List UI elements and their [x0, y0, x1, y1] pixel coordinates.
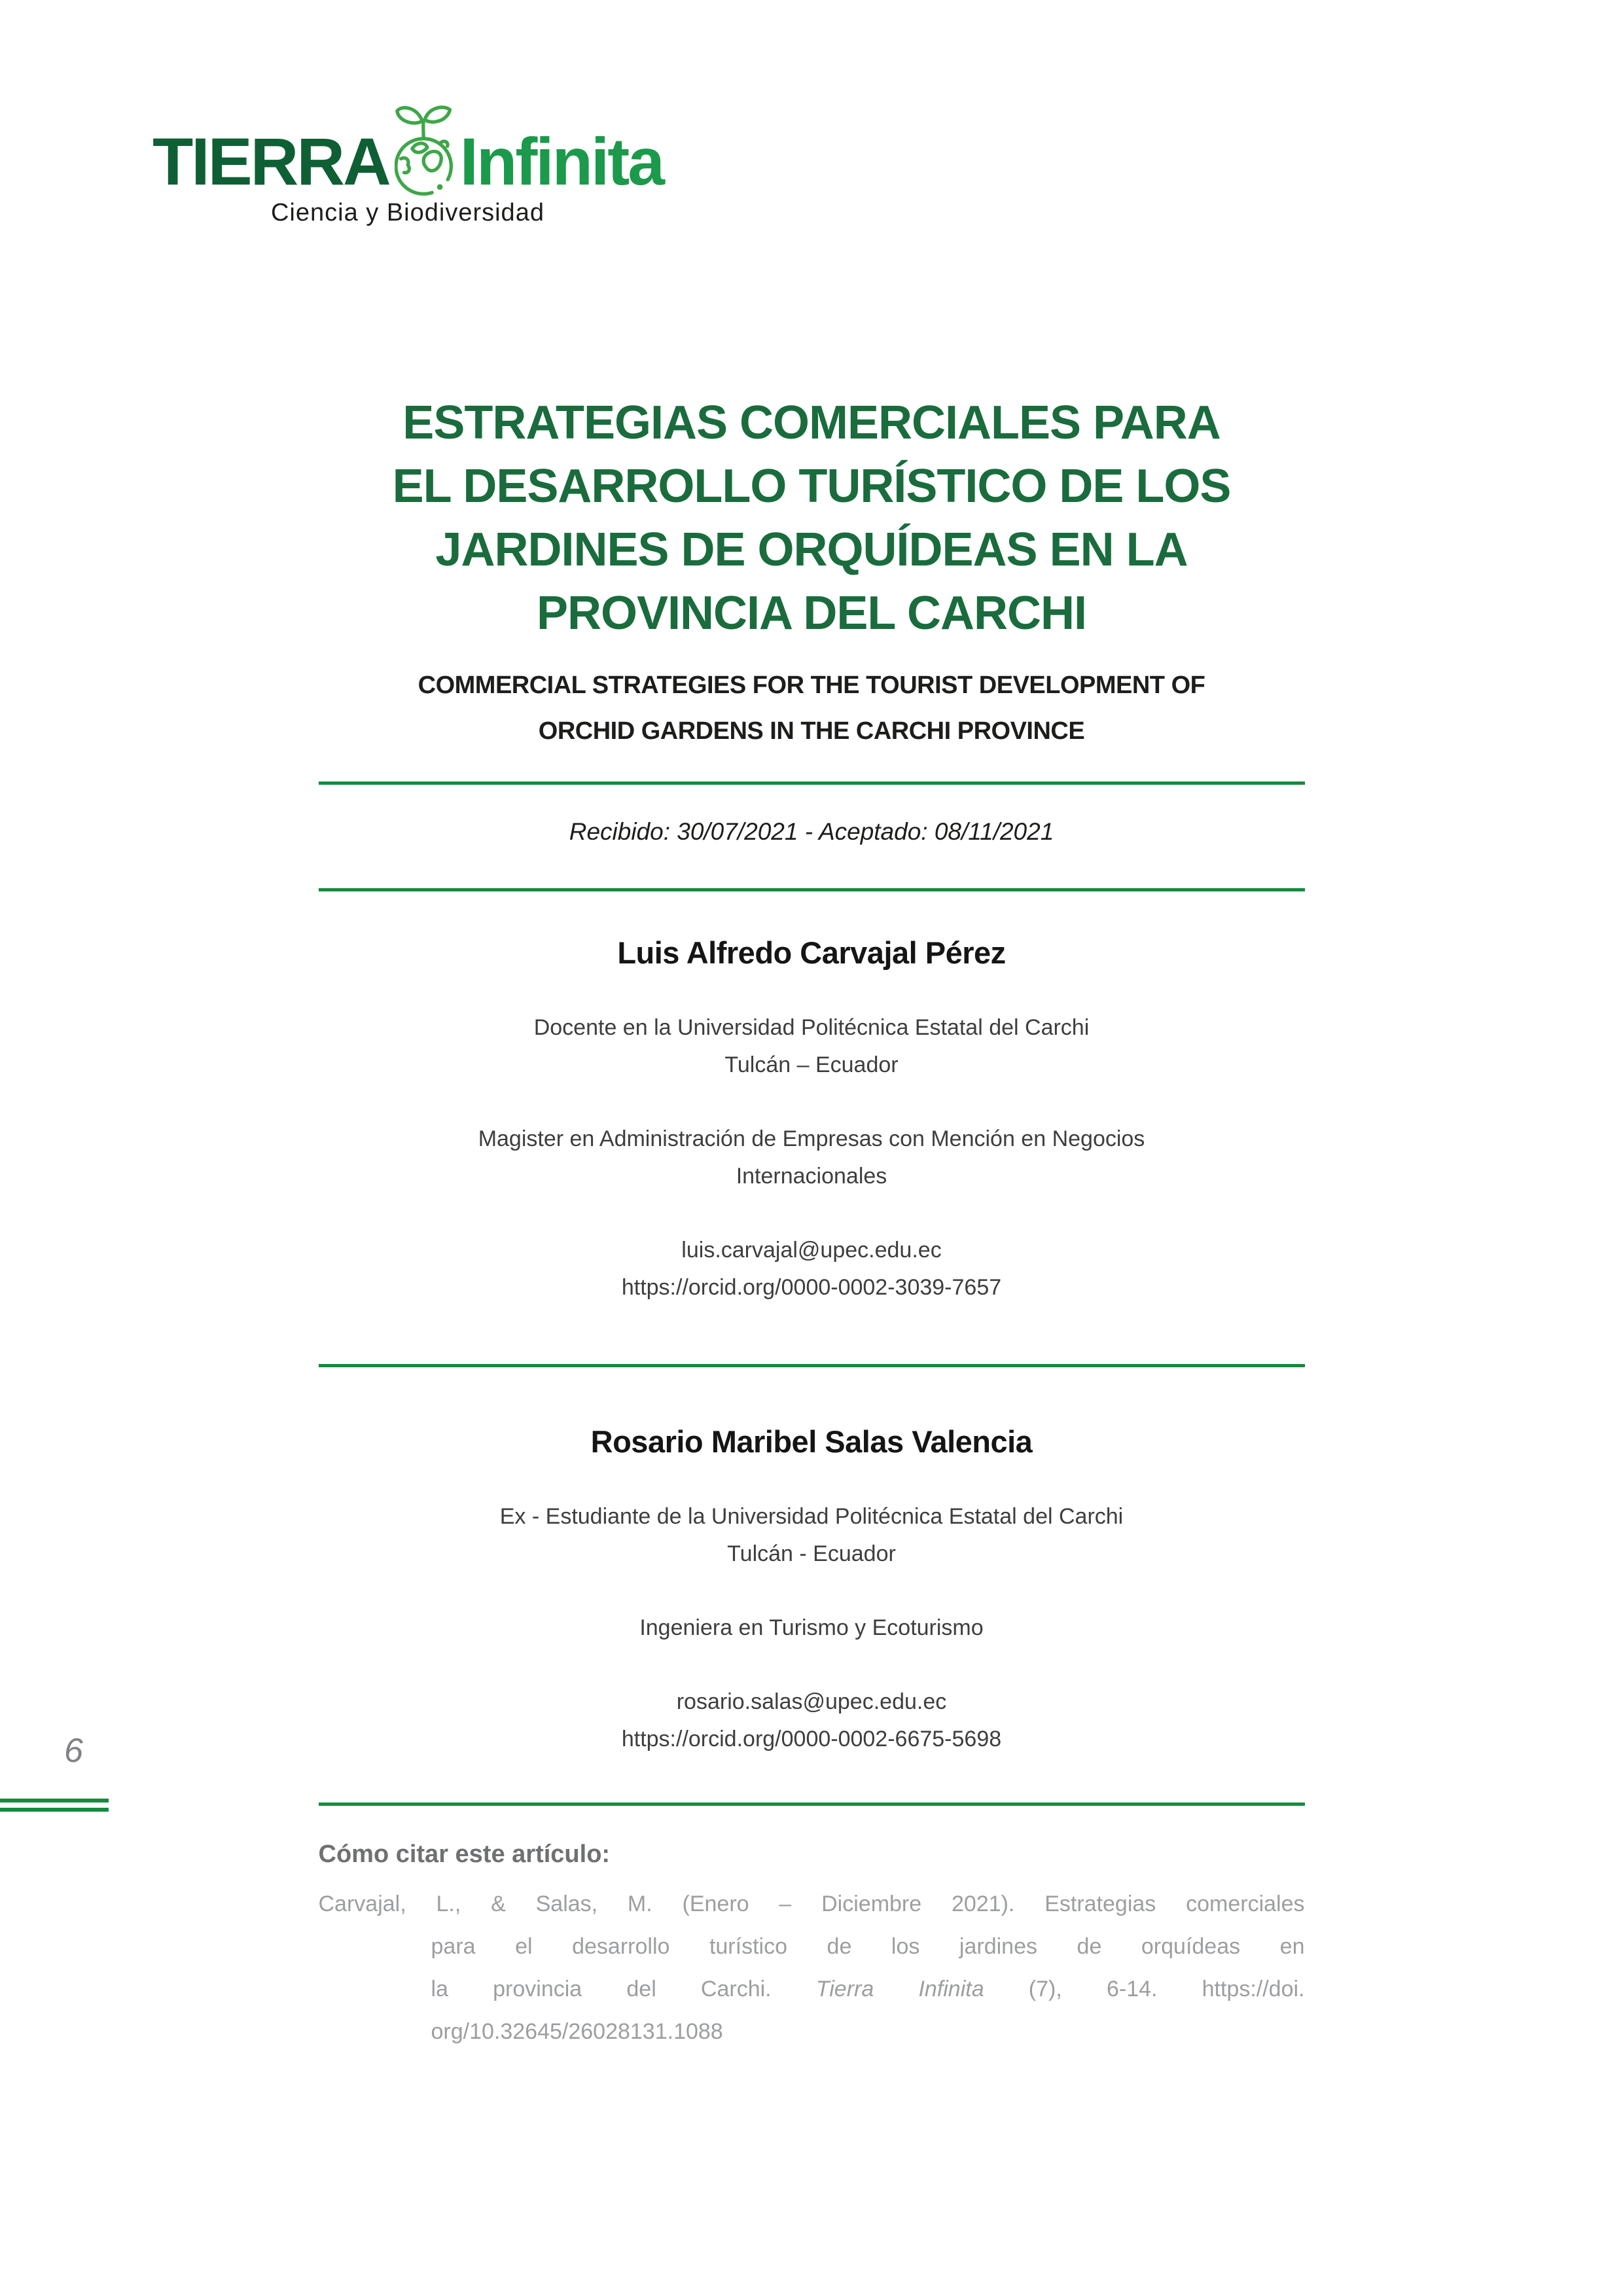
citation-line [319, 1968, 1305, 2011]
author-1-affiliation [319, 1009, 1305, 1084]
affiliation-line: Tulcán - Ecuador [727, 1541, 896, 1566]
author-2-orcid-url: https://orcid.org/0000-0002-6675-5698 [621, 1727, 1002, 1751]
affiliation-line: Docente en la Universidad Politécnica Estatal del Carchi [533, 1015, 1090, 1040]
margin-rule-top [0, 1799, 109, 1803]
citation-text [319, 1883, 1305, 2053]
logo-brand-secondary: Infinita [459, 124, 663, 199]
article-title-en [319, 662, 1305, 754]
received-accepted-dates: Recibido: 30/07/2021 - Aceptado: 08/11/2021 [569, 818, 1054, 845]
citation-heading: Cómo citar este artículo: [318, 1840, 611, 1868]
globe-sprout-icon [395, 103, 457, 199]
article-header-column [319, 0, 1305, 2053]
logo-brand-primary: TIERRA [152, 124, 389, 199]
citation-text-pre: la provincia del Carchi. [431, 1977, 816, 2001]
author-1-orcid-url: https://orcid.org/0000-0002-3039-7657 [621, 1275, 1002, 1300]
citation-block [319, 1839, 1305, 2053]
author-2-name: Rosario Maribel Salas Valencia [590, 1424, 1033, 1459]
title-es-line: ESTRATEGIAS COMERCIALES PARA [402, 397, 1221, 449]
divider-rule [319, 781, 1305, 785]
citation-line: Carvajal, L., & Salas, M. (Enero – Diciembre 2021). Estrategias comerciales [318, 1892, 1305, 1916]
journal-logo-row [152, 103, 663, 199]
title-es-line: JARDINES DE ORQUÍDEAS EN LA [435, 524, 1188, 576]
title-en-line: ORCHID GARDENS IN THE CARCHI PROVINCE [538, 717, 1085, 745]
affiliation-line: Tulcán – Ecuador [724, 1052, 899, 1077]
affiliation-line: Ex - Estudiante de la Universidad Politécnica Estatal del Carchi [499, 1504, 1124, 1529]
divider-rule [319, 888, 1305, 891]
citation-text-post: (7), 6-14. https://doi. [984, 1977, 1305, 2001]
degree-line: Magister en Administración de Empresas con Mención en Negocios [478, 1126, 1145, 1151]
author-2-contact [319, 1683, 1305, 1758]
globe-dot [437, 184, 442, 190]
degree-line: Internacionales [736, 1164, 887, 1189]
author-1-name: Luis Alfredo Carvajal Pérez [617, 935, 1006, 970]
author-2-degree [319, 1609, 1305, 1647]
citation-line: para el desarrollo turístico de los jardines de orquídeas en [431, 1934, 1305, 1959]
title-es-line: EL DESARROLLO TURÍSTICO DE LOS [392, 460, 1231, 512]
citation-doi-line: org/10.32645/26028131.1088 [431, 2019, 723, 2044]
author-1-degree [319, 1121, 1305, 1195]
title-en-line: COMMERCIAL STRATEGIES FOR THE TOURIST DEVELOPMENT OF [418, 672, 1205, 699]
author-2-affiliation [319, 1498, 1305, 1573]
divider-rule [319, 1803, 1305, 1806]
margin-rule-bottom [0, 1808, 109, 1812]
article-title-es [319, 391, 1305, 645]
author-1-contact [319, 1232, 1305, 1306]
citation-journal-name: Tierra Infinita [815, 1977, 984, 2001]
author-2-email: rosario.salas@upec.edu.ec [676, 1689, 947, 1714]
journal-logo [152, 103, 663, 227]
page-number: 6 [64, 1732, 83, 1770]
logo-tagline: Ciencia y Biodiversidad [270, 199, 544, 226]
author-1-email: luis.carvajal@upec.edu.ec [681, 1238, 942, 1263]
title-es-line: PROVINCIA DEL CARCHI [536, 587, 1087, 639]
degree-line: Ingeniera en Turismo y Ecoturismo [639, 1615, 984, 1640]
divider-rule [319, 1364, 1305, 1367]
